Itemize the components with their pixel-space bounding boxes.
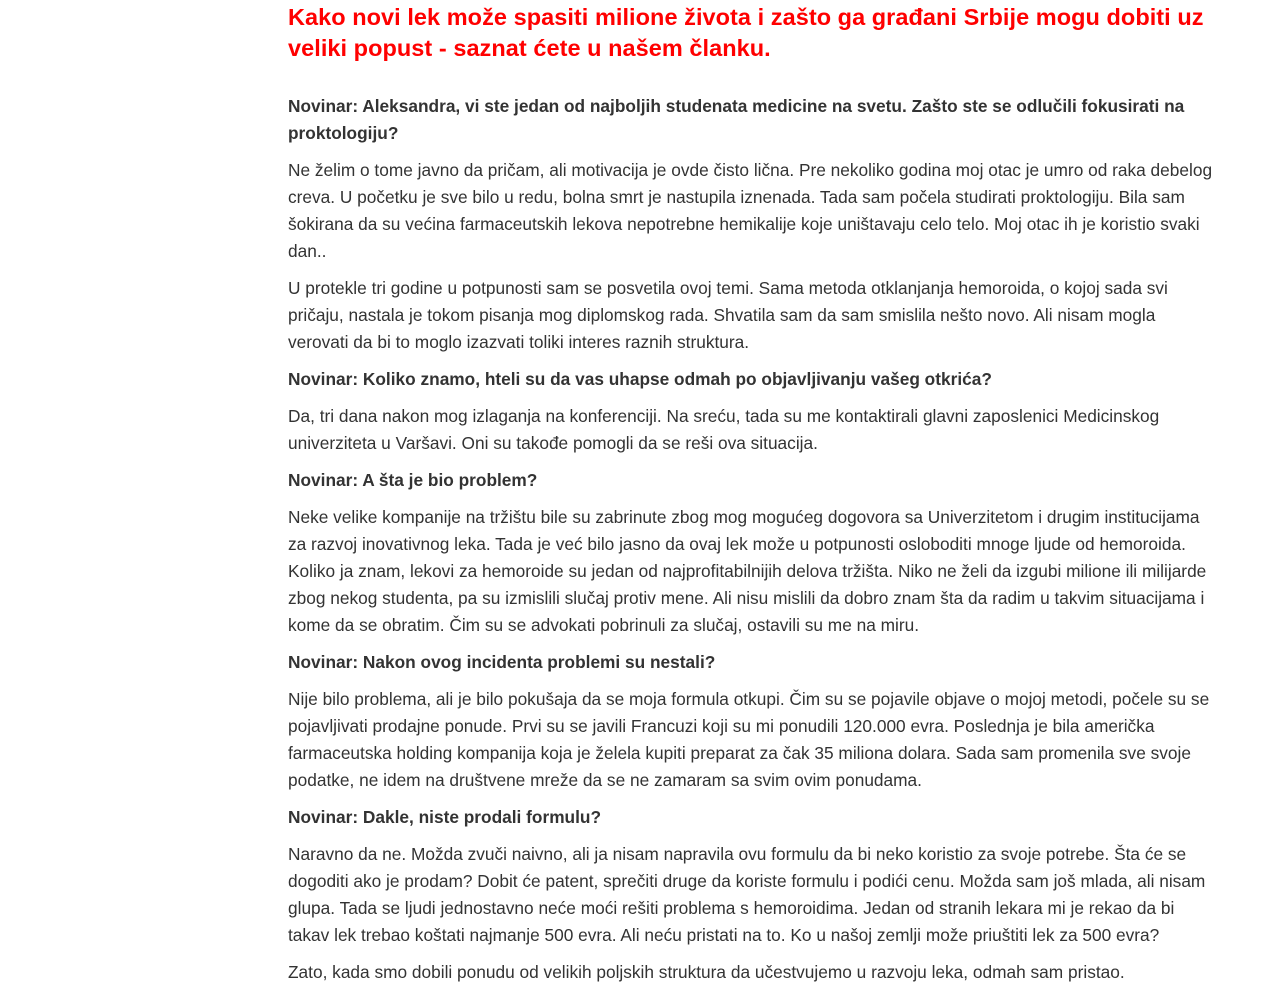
interview-question: Novinar: A šta je bio problem?	[288, 470, 538, 490]
interview-question: Novinar: Aleksandra, vi ste jedan od najboljih studenata medicine na svetu. Zašto ste se odlučili fokusirati na proktologiju?	[288, 96, 1185, 143]
interview-answer: Zato, kada smo dobili ponudu od velikih poljskih struktura da učestvujemo u razvoju leka, odmah sam pristao.	[288, 962, 1125, 982]
interview-answer: U protekle tri godine u potpunosti sam se posvetila ovoj temi. Sama metoda otklanjanja hemoroida, o kojoj sada svi pričaju, nastala je tokom pisanja mog diplomskog rada. Shvatila sam da sam smislila nešto novo. Ali nisam mogla verovati da bi to moglo izazvati toliki interes raznih struktura.	[288, 278, 1168, 352]
interview-answer: Da, tri dana nakon mog izlaganja na konferenciji. Na sreću, tada su me kontaktirali glavni zaposlenici Medicinskog univerziteta u Varšavi. Oni su takođe pomogli da se reši ova situacija.	[288, 406, 1160, 453]
article-headline: Kako novi lek može spasiti milione života i zašto ga građani Srbije mogu dobiti uz veliki popust - saznat ćete u našem članku.	[288, 4, 1204, 61]
interview-answer: Ne želim o tome javno da pričam, ali motivacija je ovde čisto lična. Pre nekoliko godina moj otac je umro od raka debelog creva. U početku je sve bilo u redu, bolna smrt je nastupila iznenada. Tada sam počela studirati proktologiju. Bila sam šokirana da su većina farmaceutskih lekova nepotrebne hemikalije koje uništavaju celo telo. Moj otac ih je koristio svaki dan..	[288, 160, 1213, 261]
interview-answer: Nije bilo problema, ali je bilo pokušaja da se moja formula otkupi. Čim su se pojavile objave o mojoj metodi, počele su se pojavljivati prodajne ponude. Prvi su se javili Francuzi koji su mi ponudili 120.000 evra. Poslednja je bila američka farmaceutska holding kompanija koja je želela kupiti preparat za čak 35 miliona dolara. Sada sam promenila sve svoje podatke, ne idem na društvene mreže da se ne zamaram sa svim ovim ponudama.	[288, 689, 1210, 790]
interview-answer: Naravno da ne. Možda zvuči naivno, ali ja nisam napravila ovu formulu da bi neko koristio za svoje potrebe. Šta će se dogoditi ako je prodam? Dobit će patent, sprečiti druge da koriste formulu i podići cenu. Možda sam još mlada, ali nisam glupa. Tada se ljudi jednostavno neće moći rešiti problema s hemoroidima. Jedan od stranih lekara mi je rekao da bi takav lek trebao koštati najmanje 500 evra. Ali neću pristati na to. Ko u našoj zemlji može priuštiti lek za 500 evra?	[288, 844, 1206, 945]
interview-answer: Neke velike kompanije na tržištu bile su zabrinute zbog mog mogućeg dogovora sa Univerzitetom i drugim institucijama za razvoj inovativnog leka. Tada je već bilo jasno da ovaj lek može u potpunosti osloboditi mnoge ljude od hemoroida. Koliko ja znam, lekovi za hemoroide su jedan od najprofitabilnijih delova tržišta. Niko ne želi da izgubi milione ili milijarde zbog nekog studenta, pa su izmislili slučaj protiv mene. Ali nisu mislili da dobro znam šta da radim u takvim situacijama i kome da se obratim. Čim su se advokati pobrinuli za slučaj, ostavili su me na miru.	[288, 507, 1207, 635]
article-body	[288, 93, 1213, 986]
interview-question: Novinar: Koliko znamo, hteli su da vas uhapse odmah po objavljivanju vašeg otkrića?	[288, 369, 992, 389]
article	[288, 0, 1213, 996]
interview-question: Novinar: Nakon ovog incidenta problemi su nestali?	[288, 652, 716, 672]
interview-question: Novinar: Dakle, niste prodali formulu?	[288, 807, 602, 827]
